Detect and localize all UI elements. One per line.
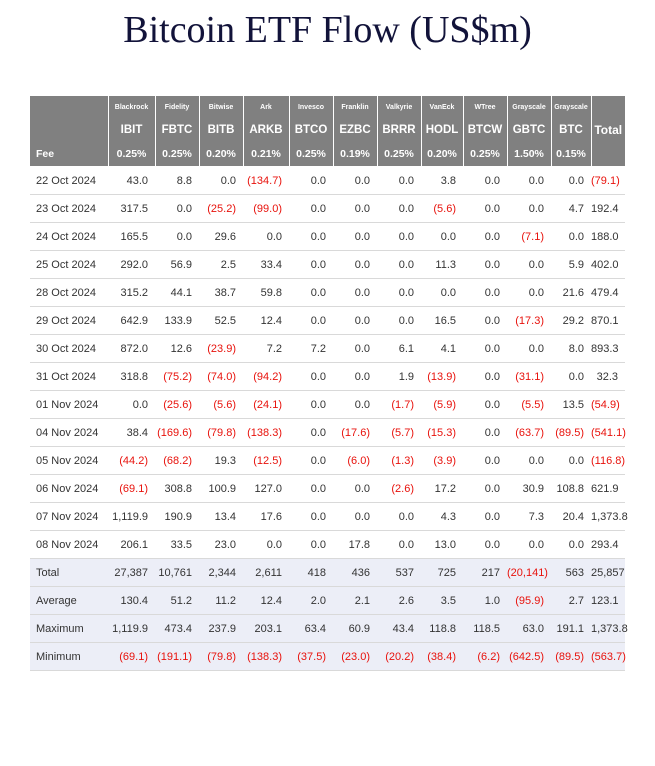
- cell-r3-c12: 188.0: [591, 223, 625, 251]
- cell-r2-c11: 4.7: [551, 195, 591, 223]
- cell-r4-c10: 0.0: [507, 251, 551, 279]
- cell-r11-c1: (44.2): [108, 447, 155, 475]
- cell-r5-c12: 479.4: [591, 279, 625, 307]
- cell-r7-c1: 872.0: [108, 335, 155, 363]
- table-row: [30, 391, 625, 419]
- row-date: 07 Nov 2024: [30, 503, 108, 531]
- cell-r9-c4: (24.1): [243, 391, 289, 419]
- summary-total-c2: 10,761: [155, 559, 199, 587]
- cell-r14-c6: 17.8: [333, 531, 377, 559]
- cell-r10-c2: (169.6): [155, 419, 199, 447]
- table-row: [30, 195, 625, 223]
- summary-total-c10: (20,141): [507, 559, 551, 587]
- summary-average-c11: 2.7: [551, 587, 591, 615]
- cell-r6-c9: 0.0: [463, 307, 507, 335]
- header-ticker-fbtc: FBTC: [155, 118, 199, 142]
- summary-minimum-c2: (191.1): [155, 643, 199, 671]
- summary-average-c4: 12.4: [243, 587, 289, 615]
- table-header-tickers: [30, 118, 625, 142]
- summary-total-c1: 27,387: [108, 559, 155, 587]
- cell-r2-c3: (25.2): [199, 195, 243, 223]
- cell-r11-c8: (3.9): [421, 447, 463, 475]
- header-fee-3: 0.20%: [199, 142, 243, 167]
- cell-r14-c7: 0.0: [377, 531, 421, 559]
- summary-average-c6: 2.1: [333, 587, 377, 615]
- cell-r8-c6: 0.0: [333, 363, 377, 391]
- cell-r13-c4: 17.6: [243, 503, 289, 531]
- cell-r10-c12: (541.1): [591, 419, 625, 447]
- cell-r13-c12: 1,373.8: [591, 503, 625, 531]
- cell-r9-c9: 0.0: [463, 391, 507, 419]
- table-row: [30, 419, 625, 447]
- header-ticker-hodl: HODL: [421, 118, 463, 142]
- cell-r12-c11: 108.8: [551, 475, 591, 503]
- cell-r11-c10: 0.0: [507, 447, 551, 475]
- cell-r4-c4: 33.4: [243, 251, 289, 279]
- cell-r5-c3: 38.7: [199, 279, 243, 307]
- cell-r9-c2: (25.6): [155, 391, 199, 419]
- cell-r13-c5: 0.0: [289, 503, 333, 531]
- summary-row-average: [30, 587, 625, 615]
- cell-r1-c1: 43.0: [108, 167, 155, 195]
- header-issuer-4: Ark: [243, 96, 289, 118]
- header-ticker-brrr: BRRR: [377, 118, 421, 142]
- cell-r7-c6: 0.0: [333, 335, 377, 363]
- cell-r12-c10: 30.9: [507, 475, 551, 503]
- cell-r1-c8: 3.8: [421, 167, 463, 195]
- cell-r7-c8: 4.1: [421, 335, 463, 363]
- summary-label-minimum: Minimum: [30, 643, 108, 671]
- cell-r6-c12: 870.1: [591, 307, 625, 335]
- cell-r9-c12: (54.9): [591, 391, 625, 419]
- cell-r8-c10: (31.1): [507, 363, 551, 391]
- cell-r12-c5: 0.0: [289, 475, 333, 503]
- cell-r5-c1: 315.2: [108, 279, 155, 307]
- table-row: [30, 335, 625, 363]
- summary-average-c12: 123.1: [591, 587, 625, 615]
- cell-r3-c7: 0.0: [377, 223, 421, 251]
- row-date: 22 Oct 2024: [30, 167, 108, 195]
- cell-r6-c3: 52.5: [199, 307, 243, 335]
- cell-r10-c6: (17.6): [333, 419, 377, 447]
- cell-r14-c10: 0.0: [507, 531, 551, 559]
- header-issuer-1: Blackrock: [108, 96, 155, 118]
- cell-r5-c10: 0.0: [507, 279, 551, 307]
- cell-r6-c11: 29.2: [551, 307, 591, 335]
- table-row: [30, 447, 625, 475]
- header-fee-11: 0.15%: [551, 142, 591, 167]
- summary-average-c2: 51.2: [155, 587, 199, 615]
- summary-average-c9: 1.0: [463, 587, 507, 615]
- summary-maximum-c8: 118.8: [421, 615, 463, 643]
- cell-r1-c11: 0.0: [551, 167, 591, 195]
- row-date: 28 Oct 2024: [30, 279, 108, 307]
- row-date: 05 Nov 2024: [30, 447, 108, 475]
- cell-r6-c10: (17.3): [507, 307, 551, 335]
- cell-r8-c7: 1.9: [377, 363, 421, 391]
- cell-r5-c9: 0.0: [463, 279, 507, 307]
- cell-r13-c8: 4.3: [421, 503, 463, 531]
- header-ticker-btc: BTC: [551, 118, 591, 142]
- cell-r12-c7: (2.6): [377, 475, 421, 503]
- cell-r10-c10: (63.7): [507, 419, 551, 447]
- header-fee-6: 0.19%: [333, 142, 377, 167]
- cell-r2-c2: 0.0: [155, 195, 199, 223]
- cell-r5-c11: 21.6: [551, 279, 591, 307]
- cell-r1-c10: 0.0: [507, 167, 551, 195]
- table-header-issuers: [30, 96, 625, 118]
- cell-r1-c9: 0.0: [463, 167, 507, 195]
- cell-r8-c8: (13.9): [421, 363, 463, 391]
- cell-r1-c2: 8.8: [155, 167, 199, 195]
- cell-r5-c4: 59.8: [243, 279, 289, 307]
- cell-r3-c11: 0.0: [551, 223, 591, 251]
- summary-total-c6: 436: [333, 559, 377, 587]
- cell-r11-c12: (116.8): [591, 447, 625, 475]
- header-fee-8: 0.20%: [421, 142, 463, 167]
- header-ticker-bitb: BITB: [199, 118, 243, 142]
- header-issuer-10: Grayscale: [507, 96, 551, 118]
- cell-r9-c1: 0.0: [108, 391, 155, 419]
- header-issuer-2: Fidelity: [155, 96, 199, 118]
- summary-average-c10: (95.9): [507, 587, 551, 615]
- table-row: [30, 531, 625, 559]
- cell-r2-c10: 0.0: [507, 195, 551, 223]
- header-fee-7: 0.25%: [377, 142, 421, 167]
- cell-r13-c11: 20.4: [551, 503, 591, 531]
- cell-r8-c9: 0.0: [463, 363, 507, 391]
- cell-r11-c4: (12.5): [243, 447, 289, 475]
- cell-r14-c8: 13.0: [421, 531, 463, 559]
- cell-r12-c1: (69.1): [108, 475, 155, 503]
- cell-r3-c9: 0.0: [463, 223, 507, 251]
- cell-r7-c10: 0.0: [507, 335, 551, 363]
- summary-minimum-c6: (23.0): [333, 643, 377, 671]
- cell-r6-c4: 12.4: [243, 307, 289, 335]
- summary-maximum-c1: 1,119.9: [108, 615, 155, 643]
- cell-r13-c1: 1,119.9: [108, 503, 155, 531]
- cell-r1-c3: 0.0: [199, 167, 243, 195]
- header-fee-1: 0.25%: [108, 142, 155, 167]
- cell-r4-c9: 0.0: [463, 251, 507, 279]
- etf-flow-table: [30, 96, 628, 671]
- header-fee-4: 0.21%: [243, 142, 289, 167]
- page-title: Bitcoin ETF Flow (US$m): [123, 9, 532, 51]
- cell-r1-c7: 0.0: [377, 167, 421, 195]
- header-issuer-9: WTree: [463, 96, 507, 118]
- cell-r2-c1: 317.5: [108, 195, 155, 223]
- header-ticker-corner: [30, 118, 108, 142]
- summary-minimum-c1: (69.1): [108, 643, 155, 671]
- header-ticker-ezbc: EZBC: [333, 118, 377, 142]
- cell-r12-c12: 621.9: [591, 475, 625, 503]
- cell-r3-c8: 0.0: [421, 223, 463, 251]
- cell-r4-c8: 11.3: [421, 251, 463, 279]
- summary-maximum-c11: 191.1: [551, 615, 591, 643]
- cell-r9-c3: (5.6): [199, 391, 243, 419]
- cell-r12-c6: 0.0: [333, 475, 377, 503]
- cell-r10-c4: (138.3): [243, 419, 289, 447]
- cell-r7-c2: 12.6: [155, 335, 199, 363]
- table-row: [30, 167, 625, 195]
- summary-minimum-c12: (563.7): [591, 643, 625, 671]
- cell-r11-c6: (6.0): [333, 447, 377, 475]
- cell-r9-c10: (5.5): [507, 391, 551, 419]
- cell-r13-c9: 0.0: [463, 503, 507, 531]
- cell-r2-c8: (5.6): [421, 195, 463, 223]
- row-date: 29 Oct 2024: [30, 307, 108, 335]
- cell-r10-c11: (89.5): [551, 419, 591, 447]
- cell-r11-c11: 0.0: [551, 447, 591, 475]
- cell-r12-c3: 100.9: [199, 475, 243, 503]
- cell-r7-c3: (23.9): [199, 335, 243, 363]
- cell-r4-c1: 292.0: [108, 251, 155, 279]
- row-date: 31 Oct 2024: [30, 363, 108, 391]
- summary-maximum-c12: 1,373.8: [591, 615, 625, 643]
- row-date: 23 Oct 2024: [30, 195, 108, 223]
- cell-r13-c3: 13.4: [199, 503, 243, 531]
- cell-r10-c9: 0.0: [463, 419, 507, 447]
- cell-r1-c4: (134.7): [243, 167, 289, 195]
- table-row: [30, 307, 625, 335]
- cell-r8-c12: 32.3: [591, 363, 625, 391]
- cell-r13-c10: 7.3: [507, 503, 551, 531]
- summary-maximum-c5: 63.4: [289, 615, 333, 643]
- cell-r12-c8: 17.2: [421, 475, 463, 503]
- cell-r2-c6: 0.0: [333, 195, 377, 223]
- header-issuer-12: [591, 96, 625, 118]
- cell-r3-c5: 0.0: [289, 223, 333, 251]
- cell-r10-c3: (79.8): [199, 419, 243, 447]
- cell-r12-c2: 308.8: [155, 475, 199, 503]
- cell-r14-c11: 0.0: [551, 531, 591, 559]
- summary-total-c12: 25,857: [591, 559, 625, 587]
- table-row: [30, 223, 625, 251]
- header-fee-label: Fee: [30, 142, 108, 167]
- header-ticker-gbtc: GBTC: [507, 118, 551, 142]
- cell-r7-c12: 893.3: [591, 335, 625, 363]
- summary-minimum-c7: (20.2): [377, 643, 421, 671]
- summary-total-c5: 418: [289, 559, 333, 587]
- cell-r2-c5: 0.0: [289, 195, 333, 223]
- cell-r5-c8: 0.0: [421, 279, 463, 307]
- cell-r9-c8: (5.9): [421, 391, 463, 419]
- row-date: 01 Nov 2024: [30, 391, 108, 419]
- summary-minimum-c10: (642.5): [507, 643, 551, 671]
- cell-r11-c7: (1.3): [377, 447, 421, 475]
- cell-r11-c5: 0.0: [289, 447, 333, 475]
- cell-r10-c7: (5.7): [377, 419, 421, 447]
- cell-r14-c12: 293.4: [591, 531, 625, 559]
- summary-total-c8: 725: [421, 559, 463, 587]
- cell-r7-c9: 0.0: [463, 335, 507, 363]
- cell-r6-c2: 133.9: [155, 307, 199, 335]
- cell-r4-c12: 402.0: [591, 251, 625, 279]
- summary-label-maximum: Maximum: [30, 615, 108, 643]
- table-row: [30, 503, 625, 531]
- row-date: 30 Oct 2024: [30, 335, 108, 363]
- summary-minimum-c5: (37.5): [289, 643, 333, 671]
- summary-maximum-c4: 203.1: [243, 615, 289, 643]
- summary-row-total: [30, 559, 625, 587]
- summary-average-c5: 2.0: [289, 587, 333, 615]
- header-issuer-11: Grayscale: [551, 96, 591, 118]
- cell-r5-c6: 0.0: [333, 279, 377, 307]
- header-fee-12: [591, 142, 625, 167]
- cell-r6-c1: 642.9: [108, 307, 155, 335]
- cell-r9-c11: 13.5: [551, 391, 591, 419]
- cell-r1-c5: 0.0: [289, 167, 333, 195]
- cell-r8-c1: 318.8: [108, 363, 155, 391]
- summary-maximum-c10: 63.0: [507, 615, 551, 643]
- cell-r8-c3: (74.0): [199, 363, 243, 391]
- cell-r1-c12: (79.1): [591, 167, 625, 195]
- cell-r4-c2: 56.9: [155, 251, 199, 279]
- header-fee-10: 1.50%: [507, 142, 551, 167]
- cell-r6-c8: 16.5: [421, 307, 463, 335]
- cell-r3-c4: 0.0: [243, 223, 289, 251]
- table-row: [30, 279, 625, 307]
- summary-minimum-c3: (79.8): [199, 643, 243, 671]
- header-corner-cell: [30, 96, 108, 118]
- cell-r14-c4: 0.0: [243, 531, 289, 559]
- cell-r13-c2: 190.9: [155, 503, 199, 531]
- table-row: [30, 363, 625, 391]
- cell-r14-c5: 0.0: [289, 531, 333, 559]
- cell-r8-c4: (94.2): [243, 363, 289, 391]
- summary-maximum-c2: 473.4: [155, 615, 199, 643]
- summary-maximum-c9: 118.5: [463, 615, 507, 643]
- header-issuer-8: VanEck: [421, 96, 463, 118]
- cell-r5-c5: 0.0: [289, 279, 333, 307]
- header-ticker-arkb: ARKB: [243, 118, 289, 142]
- header-issuer-5: Invesco: [289, 96, 333, 118]
- cell-r14-c9: 0.0: [463, 531, 507, 559]
- cell-r9-c5: 0.0: [289, 391, 333, 419]
- cell-r6-c5: 0.0: [289, 307, 333, 335]
- cell-r2-c12: 192.4: [591, 195, 625, 223]
- row-date: 06 Nov 2024: [30, 475, 108, 503]
- table-row: [30, 251, 625, 279]
- cell-r3-c10: (7.1): [507, 223, 551, 251]
- header-ticker-ibit: IBIT: [108, 118, 155, 142]
- cell-r5-c7: 0.0: [377, 279, 421, 307]
- row-date: 24 Oct 2024: [30, 223, 108, 251]
- cell-r3-c1: 165.5: [108, 223, 155, 251]
- cell-r3-c6: 0.0: [333, 223, 377, 251]
- summary-total-c7: 537: [377, 559, 421, 587]
- summary-total-c4: 2,611: [243, 559, 289, 587]
- cell-r4-c3: 2.5: [199, 251, 243, 279]
- summary-average-c8: 3.5: [421, 587, 463, 615]
- summary-maximum-c7: 43.4: [377, 615, 421, 643]
- summary-minimum-c4: (138.3): [243, 643, 289, 671]
- cell-r2-c4: (99.0): [243, 195, 289, 223]
- cell-r4-c7: 0.0: [377, 251, 421, 279]
- cell-r14-c1: 206.1: [108, 531, 155, 559]
- summary-minimum-c9: (6.2): [463, 643, 507, 671]
- cell-r9-c7: (1.7): [377, 391, 421, 419]
- summary-maximum-c6: 60.9: [333, 615, 377, 643]
- cell-r12-c4: 127.0: [243, 475, 289, 503]
- cell-r6-c7: 0.0: [377, 307, 421, 335]
- cell-r2-c9: 0.0: [463, 195, 507, 223]
- header-ticker-total: Total: [591, 118, 625, 142]
- cell-r1-c6: 0.0: [333, 167, 377, 195]
- cell-r11-c3: 19.3: [199, 447, 243, 475]
- cell-r3-c3: 29.6: [199, 223, 243, 251]
- cell-r7-c5: 7.2: [289, 335, 333, 363]
- cell-r13-c6: 0.0: [333, 503, 377, 531]
- cell-r13-c7: 0.0: [377, 503, 421, 531]
- cell-r9-c6: 0.0: [333, 391, 377, 419]
- cell-r7-c4: 7.2: [243, 335, 289, 363]
- cell-r12-c9: 0.0: [463, 475, 507, 503]
- cell-r11-c2: (68.2): [155, 447, 199, 475]
- summary-total-c3: 2,344: [199, 559, 243, 587]
- header-fee-2: 0.25%: [155, 142, 199, 167]
- summary-minimum-c11: (89.5): [551, 643, 591, 671]
- summary-label-average: Average: [30, 587, 108, 615]
- header-issuer-6: Franklin: [333, 96, 377, 118]
- cell-r10-c8: (15.3): [421, 419, 463, 447]
- summary-label-total: Total: [30, 559, 108, 587]
- cell-r7-c7: 6.1: [377, 335, 421, 363]
- summary-average-c3: 11.2: [199, 587, 243, 615]
- cell-r10-c1: 38.4: [108, 419, 155, 447]
- row-date: 25 Oct 2024: [30, 251, 108, 279]
- header-fee-9: 0.25%: [463, 142, 507, 167]
- row-date: 08 Nov 2024: [30, 531, 108, 559]
- summary-average-c1: 130.4: [108, 587, 155, 615]
- summary-row-maximum: [30, 615, 625, 643]
- cell-r8-c11: 0.0: [551, 363, 591, 391]
- summary-total-c9: 217: [463, 559, 507, 587]
- cell-r4-c5: 0.0: [289, 251, 333, 279]
- header-ticker-btcw: BTCW: [463, 118, 507, 142]
- summary-total-c11: 563: [551, 559, 591, 587]
- cell-r3-c2: 0.0: [155, 223, 199, 251]
- cell-r8-c5: 0.0: [289, 363, 333, 391]
- cell-r7-c11: 8.0: [551, 335, 591, 363]
- cell-r14-c3: 23.0: [199, 531, 243, 559]
- summary-minimum-c8: (38.4): [421, 643, 463, 671]
- summary-average-c7: 2.6: [377, 587, 421, 615]
- header-fee-5: 0.25%: [289, 142, 333, 167]
- cell-r8-c2: (75.2): [155, 363, 199, 391]
- cell-r5-c2: 44.1: [155, 279, 199, 307]
- table-row: [30, 475, 625, 503]
- summary-row-minimum: [30, 643, 625, 671]
- cell-r6-c6: 0.0: [333, 307, 377, 335]
- cell-r2-c7: 0.0: [377, 195, 421, 223]
- cell-r10-c5: 0.0: [289, 419, 333, 447]
- cell-r4-c6: 0.0: [333, 251, 377, 279]
- etf-flow-table-container: [30, 96, 628, 671]
- row-date: 04 Nov 2024: [30, 419, 108, 447]
- table-header-fees: [30, 142, 625, 167]
- cell-r14-c2: 33.5: [155, 531, 199, 559]
- header-issuer-3: Bitwise: [199, 96, 243, 118]
- cell-r11-c9: 0.0: [463, 447, 507, 475]
- cell-r4-c11: 5.9: [551, 251, 591, 279]
- header-ticker-btco: BTCO: [289, 118, 333, 142]
- summary-maximum-c3: 237.9: [199, 615, 243, 643]
- header-issuer-7: Valkyrie: [377, 96, 421, 118]
